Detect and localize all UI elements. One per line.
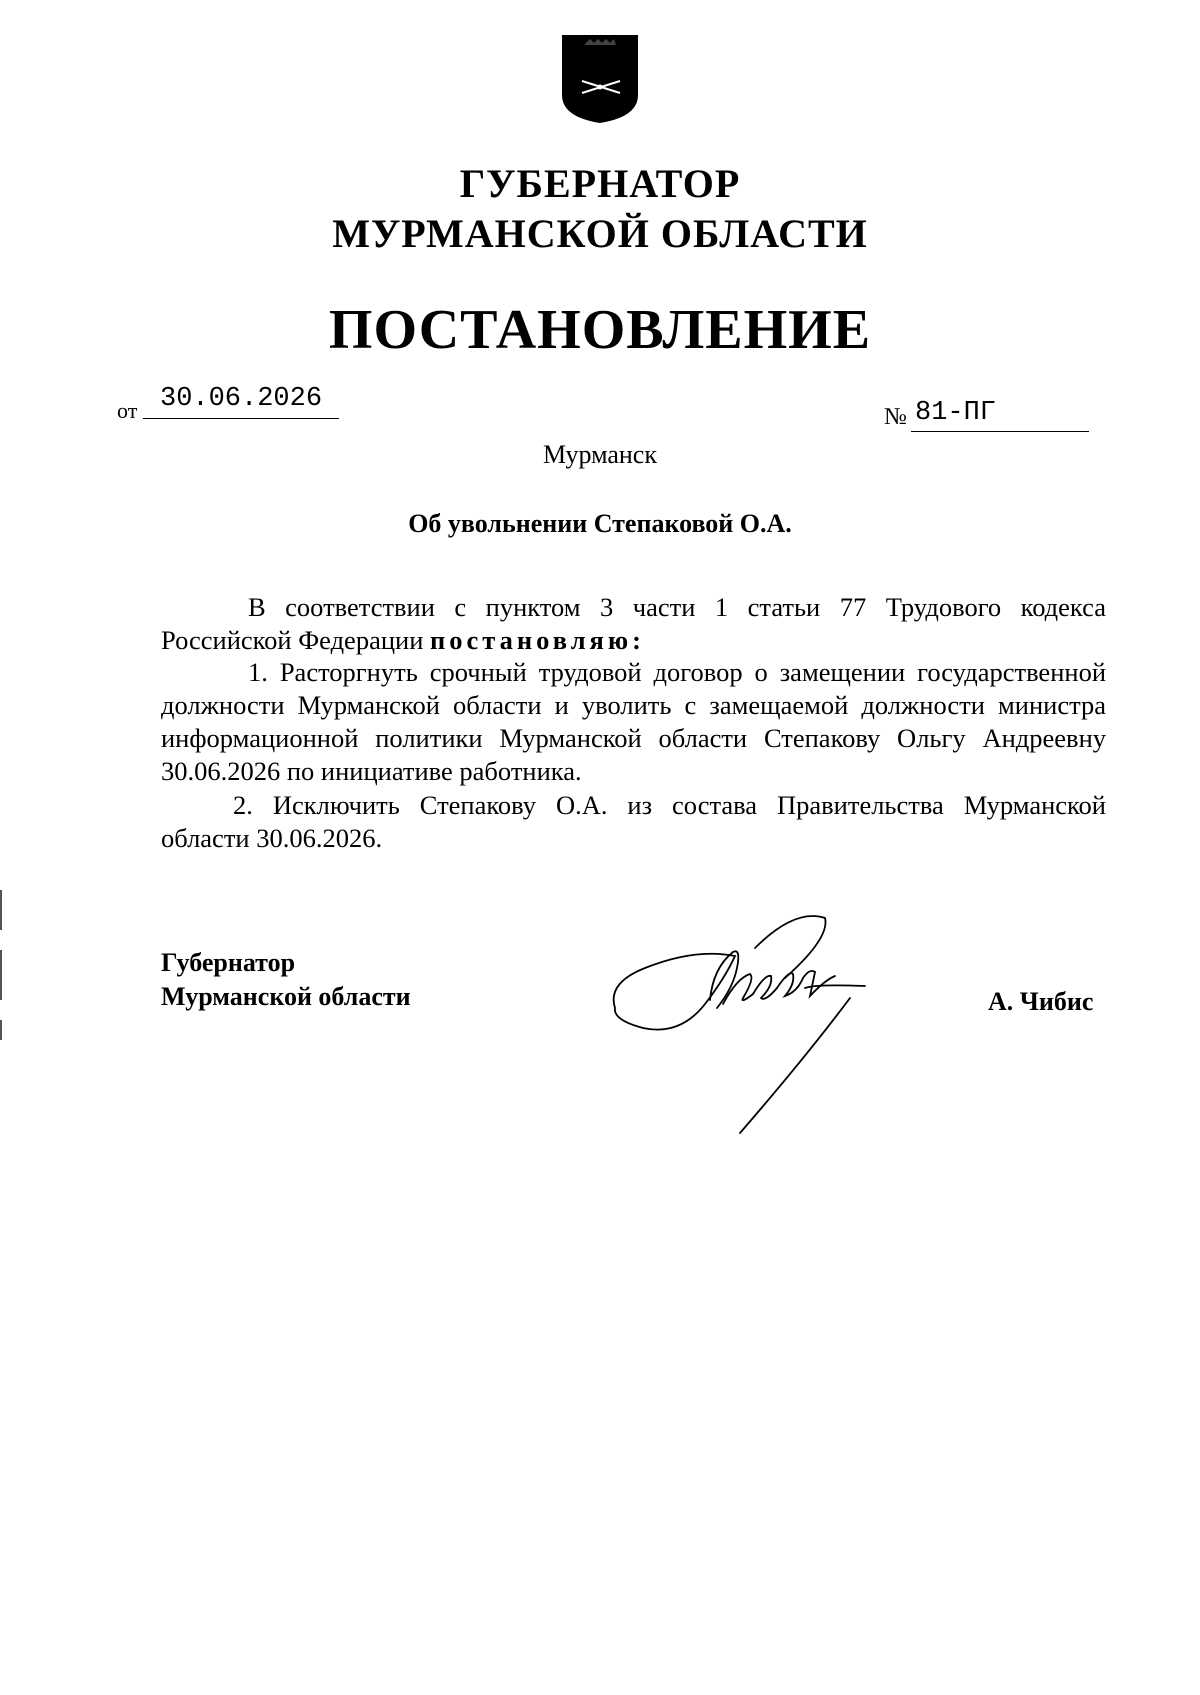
number-underline [911, 431, 1089, 432]
date-prefix: от [117, 398, 138, 423]
signatory-title-line1: Губернатор [161, 948, 296, 977]
scan-edge-marks [0, 890, 4, 1070]
document-number: 81-ПГ [915, 398, 997, 428]
date-underline [143, 418, 339, 419]
body-item-2: 2. Исключить Степакову О.А. из состава Правительства Мурманской области 30.06.2026. [161, 790, 1106, 853]
signatory-name: А. Чибис [988, 987, 1094, 1016]
coat-of-arms-icon [558, 33, 642, 125]
org-title-line2: МУРМАНСКОЙ ОБЛАСТИ [332, 211, 868, 256]
number-prefix: № [884, 404, 907, 430]
body-intro-paragraph [161, 591, 1106, 657]
body-item-1: 1. Расторгнуть срочный трудовой договор о замещении государственной должности Мурманской области и уволить с замещаемой должности министра информационной политики Мурманской области Степакову Ольгу Андреевну 30.06.2026 по инициативе работника. [161, 657, 1106, 786]
document-type-title: ПОСТАНОВЛЕНИЕ [328, 299, 872, 361]
body-intro-text: В соответствии с пунктом 3 части 1 статьи 77 Трудового кодекса Российской Федерации [161, 592, 1106, 655]
document-date: 30.06.2026 [160, 384, 323, 414]
city-name: Мурманск [543, 440, 657, 469]
signatory-title-line2: Мурманской области [161, 982, 411, 1011]
org-title-line1: ГУБЕРНАТОР [459, 161, 741, 206]
handwritten-signature [605, 908, 885, 1138]
decree-word: постановляю: [430, 625, 645, 655]
document-subject: Об увольнении Степаковой О.А. [408, 509, 792, 538]
